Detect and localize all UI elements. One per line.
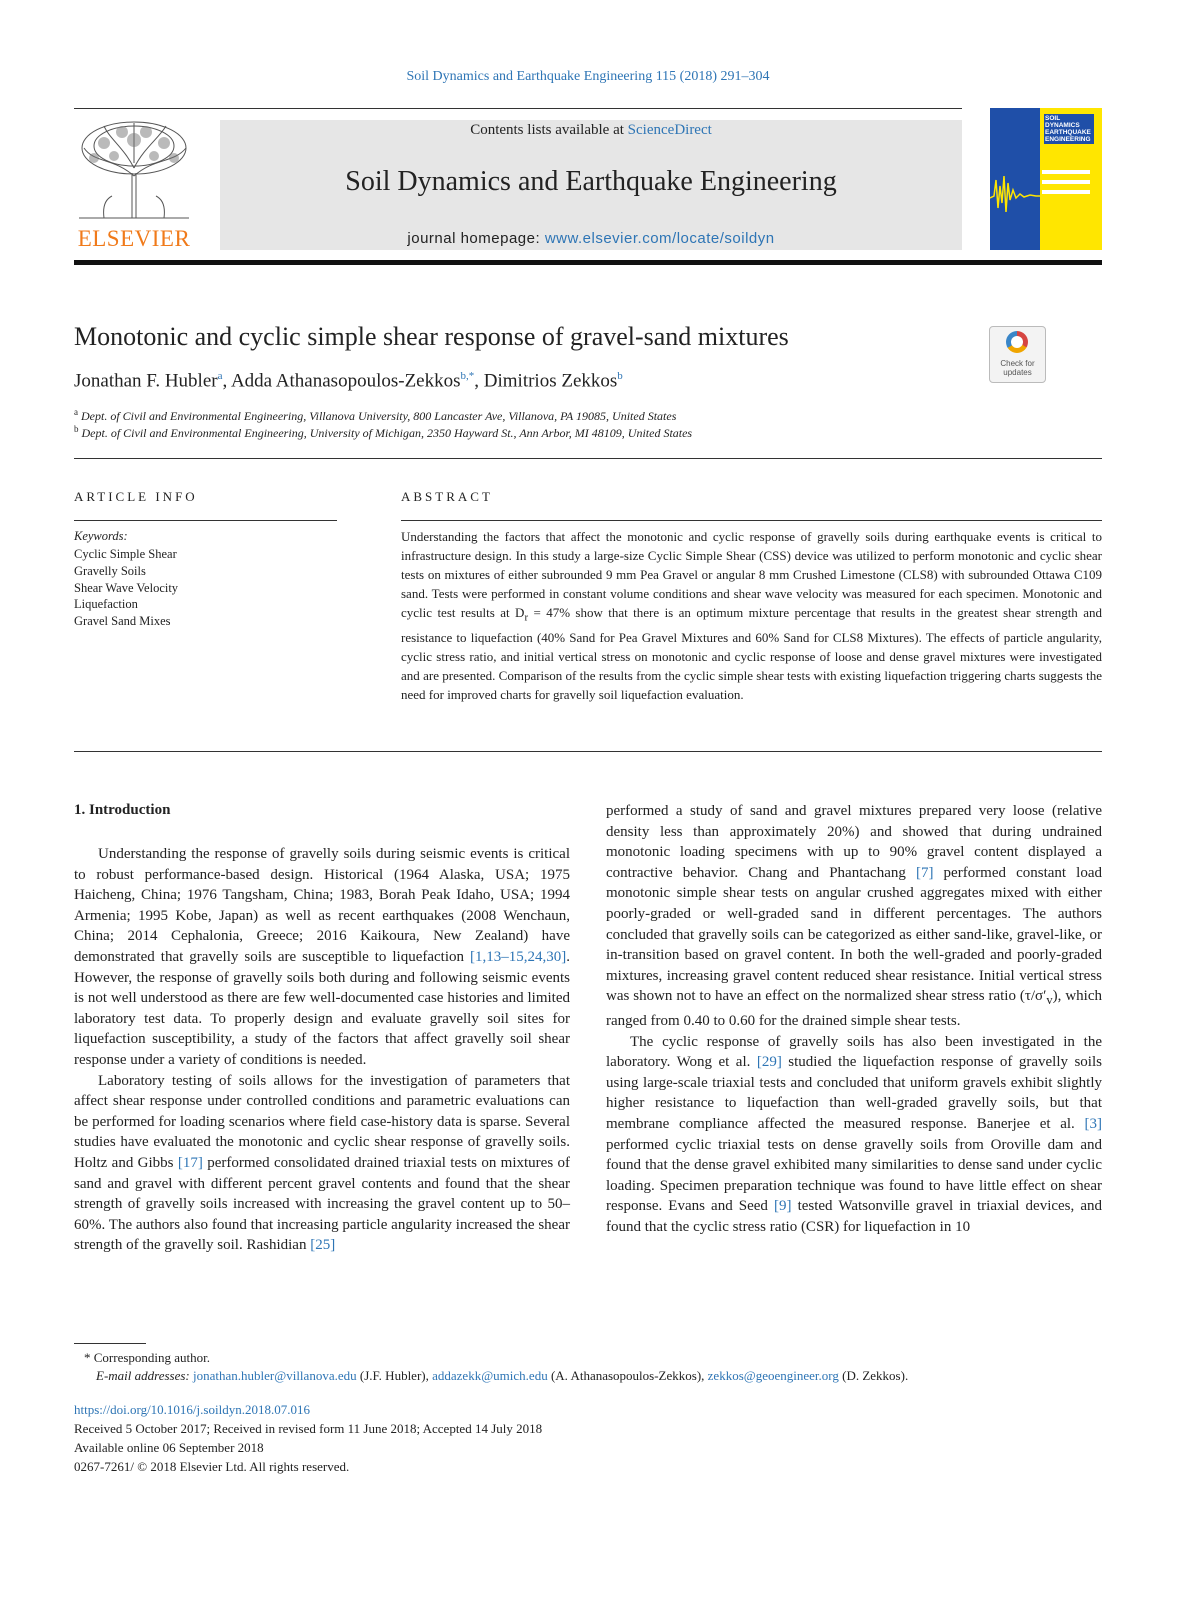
email-link[interactable]: addazekk@umich.edu [432,1368,548,1383]
homepage-line [220,230,962,247]
paragraph-text: Laboratory testing of soils allows for the investigation of parameters that affect shear response under controlled conditions and parametric evaluations can be performed for loading scenarios where field case-history data is sparse. Several studies have evaluated the monotonic and cyclic shear response of gravelly soils. Holtz and Gibbs [74,1072,570,1171]
journal-masthead [220,120,962,250]
paragraph-text: performed consolidated drained triaxial tests on mixtures of sand and gravel with different percent gravel contents and found that the shear strength of gravelly soils increased with increasing the gravel content up to 50–60%. The authors also found that increasing particle angularity increased the shear strength of the gravelly soil. Rashidian [74,1154,570,1254]
cover-stripe [1042,190,1090,194]
keyword-list [74,546,178,630]
paragraph-text: Understanding the response of gravelly soils during seismic events is critical to robust performance-based design. Historical (1964 Alaska, USA; 1975 Haicheng, China; 1976 Tangsham, China; 1983, Borah Peak Idaho, USA; 1994 Armenia; 1995 Kobe, Japan) as well as recent earthquakes (2008 Wenchaun, China; 2014 Cephalonia, Greece; 2016 Kaikoura, New Zealand) have demonstrated that gravelly soils are susceptible to liquefaction [74,846,570,965]
paragraph-text: The cyclic response of gravelly soils has also been investigated in the laboratory. Wong et al. [606,1033,1102,1071]
copyright: 0267-7261/ © 2018 Elsevier Ltd. All rights reserved. [74,1459,350,1474]
paragraph-text: . However, the response of gravelly soils both during and following seismic events is not well understood as there are few well-documented case histories and limited laboratory test data. To properly design and evaluate gravelly soil sites for liquefaction susceptibility, a study of the factors that affect gravelly soil shear response under a variety of conditions is needed. [74,948,570,1068]
keyword: Cyclic Simple Shear [74,547,177,561]
affiliation-text: Dept. of Civil and Environmental Engineering, University of Michigan, 2350 Hayward St., Ann Arbor, MI 48109, United States [81,426,693,440]
paragraph-text: performed constant load monotonic simple shear tests on angular crushed aggregates mixed with either poorly-graded or well-graded sand in different percentages. The authors concluded that gravelly soils can be categorized as either sand-like, gravel-like, or in-transition based on gravel content. In both the well-graded and poorly-graded mixtures, increasing gravel content reduced shear resistance. Initial vertical stress was shown not to have an effect on the normalized shear stress ratio (τ/σ′ [606,864,1103,1005]
abstract-text [401,527,1102,704]
keyword: Shear Wave Velocity [74,580,179,595]
article-info-heading: ARTICLE INFO [74,489,198,504]
email-line [96,1368,908,1384]
abstract-part: Understanding the factors that affect the monotonic and cyclic response of gravelly soils during earthquake events is critical to infrastructure design. In this study a large-size Cyclic Simple Shear (CSS) device was utilized to perform monotonic and cyclic shear tests on mixtures of either subrounded 9 mm Pea Gravel or angular 8 mm Crushed Limestone (CLS8) with subrounded Ottawa C109 sand. Tests were performed in constant volume conditions and shear wave velocity was measured for each specimen. Monotonic and cyclic test results at D [401,529,1102,620]
author-name: Adda Athanasopoulos-Zekkos [230,370,461,392]
seismogram-icon [990,168,1042,218]
homepage-link[interactable]: www.elsevier.com/locate/soildyn [544,230,775,247]
paper-title: Monotonic and cyclic simple shear response of gravel-sand mixtures [74,322,789,351]
corresponding-author-note: * Corresponding author. [84,1350,211,1365]
citation-link[interactable]: [25] [310,1237,336,1254]
email-link[interactable]: jonathan.hubler@villanova.edu [193,1368,357,1383]
paragraph-text: tested Watsonville gravel in triaxial devices, and found that the cyclic stress ratio (CSR) for liquefaction in 10 [606,1198,1102,1235]
author-name: Dimitrios Zekkos [483,370,618,392]
check-for-updates-badge[interactable] [989,326,1046,383]
author-separator: , [222,370,231,392]
paragraph-text: performed a study of sand and gravel mixtures prepared very loose (relative density less than approximately 20%) and showed that during undrained monotonic loading specimens with up to 90% gravel content displayed a contractive behavior. Chang and Phantachang [606,803,1102,881]
cover-stripe [1042,180,1090,184]
affiliation-text: Dept. of Civil and Environmental Engineering, Villanova University, 800 Lancaster Ave, Villanova, PA 19085, United States [81,409,677,423]
affiliation-mark: b [74,424,79,434]
cover-title: SOIL DYNAMICS EARTHQUAKE ENGINEERING [1044,114,1094,144]
abstract-end-rule [74,751,1102,752]
keyword: Gravel Sand Mixes [74,614,171,629]
abstract-subscript: r [524,611,529,624]
keyword: Liquefaction [74,597,138,612]
author-affil-mark[interactable]: b,* [460,370,475,382]
author-list [74,370,623,392]
keyword: Gravelly Soils [74,563,146,578]
contents-prefix: Contents lists available at [470,122,628,138]
email-link[interactable]: zekkos@geoengineer.org [707,1368,839,1383]
crossmark-inner [1011,336,1023,348]
elsevier-logo[interactable] [74,118,194,252]
paragraph [74,844,570,1071]
abstract-rule [401,520,1102,521]
body-column-right [606,801,1102,1237]
elsevier-wordmark: ELSEVIER [77,226,191,251]
author-affil-mark[interactable]: a [217,370,223,382]
abstract-part: = 47% show that there is an optimum mixture percentage that results in the greatest shear strength and resistance to liquefaction (40% Sand for Pea Gravel Mixtures and 60% Sand for CLS8 Mixtures). The effects of particle angularity, cyclic stress ratio, and initial vertical stress on monotonic and cyclic response of loose and dense gravel mixtures were investigated and are presented. Comparison of the results from the cyclic simple shear tests with existing liquefaction triggering charts suggests the need for improved charts for gravelly soil liquefaction evaluation. [401,605,1102,702]
email-owner: (J.F. Hubler), [356,1368,433,1383]
paragraph [606,801,1102,1032]
body-column-left [74,844,570,1256]
citation-link[interactable]: [1,13–15,24,30] [470,948,567,965]
author-name: Jonathan F. Hubler [74,370,218,392]
homepage-prefix: journal homepage: [407,230,545,247]
article-metadata [74,1400,542,1476]
abstract-heading: ABSTRACT [401,489,493,504]
citation-link[interactable]: [3] [1084,1115,1102,1132]
affiliation [74,407,676,424]
paragraph-text: performed cyclic triaxial tests on dense gravelly soils from Oroville dam and found that the dense gravel exhibited many similarities to dense sand under cyclic loading. Specimen preparation technique was found to have little effect on shear response. Evans and Seed [606,1136,1102,1215]
article-info-rule [74,520,337,521]
citation-link[interactable]: [17] [177,1154,203,1171]
subscript: v [1046,993,1053,1008]
paragraph [606,1032,1102,1238]
citation-link[interactable]: [9] [774,1198,792,1215]
title-rule [74,458,1102,459]
contents-line [220,122,962,139]
check-updates-label: Check for updates [1000,359,1035,377]
email-owner: (D. Zekkos). [838,1368,909,1383]
citation-link[interactable]: [7] [915,864,934,881]
journal-title: Soil Dynamics and Earthquake Engineering [345,166,837,197]
elsevier-tree-icon [74,118,194,222]
header-rule-thick [74,260,1102,265]
paragraph [74,1071,570,1256]
received-dates: Received 5 October 2017; Received in revised form 11 June 2018; Accepted 14 July 2018 [74,1421,543,1436]
paragraph-text: ), which ranged from 0.40 to 0.60 for the drained simple shear tests. [606,988,1102,1029]
affiliation-mark: a [74,407,78,417]
author-separator: , [474,370,484,392]
footnote-rule [74,1343,146,1344]
journal-reference[interactable]: Soil Dynamics and Earthquake Engineering 115 (2018) 291–304 [406,69,770,84]
email-owner: (A. Athanasopoulos-Zekkos), [547,1368,708,1383]
affiliation [74,424,692,441]
cover-stripe [1042,170,1090,174]
citation-link[interactable]: [29] [756,1054,782,1071]
doi-link[interactable]: https://doi.org/10.1016/j.soildyn.2018.07.016 [74,1402,310,1417]
keywords-label: Keywords: [74,529,128,543]
journal-cover[interactable] [990,108,1102,250]
email-label: E-mail addresses: [96,1368,194,1383]
header-rule [74,108,962,109]
author-affil-mark[interactable]: b [617,370,623,382]
online-date: Available online 06 September 2018 [74,1440,264,1455]
sciencedirect-link[interactable]: ScienceDirect [627,122,712,138]
section-heading-introduction: 1. Introduction [74,802,171,818]
paragraph-text: studied the liquefaction response of gravelly soils using large-scale triaxial tests and concluded that uniform gravels exhibit slightly higher resistance to liquefaction than well-graded gravelly soils, but that membrane compliance affected the measured response. Banerjee et al. [606,1054,1102,1132]
